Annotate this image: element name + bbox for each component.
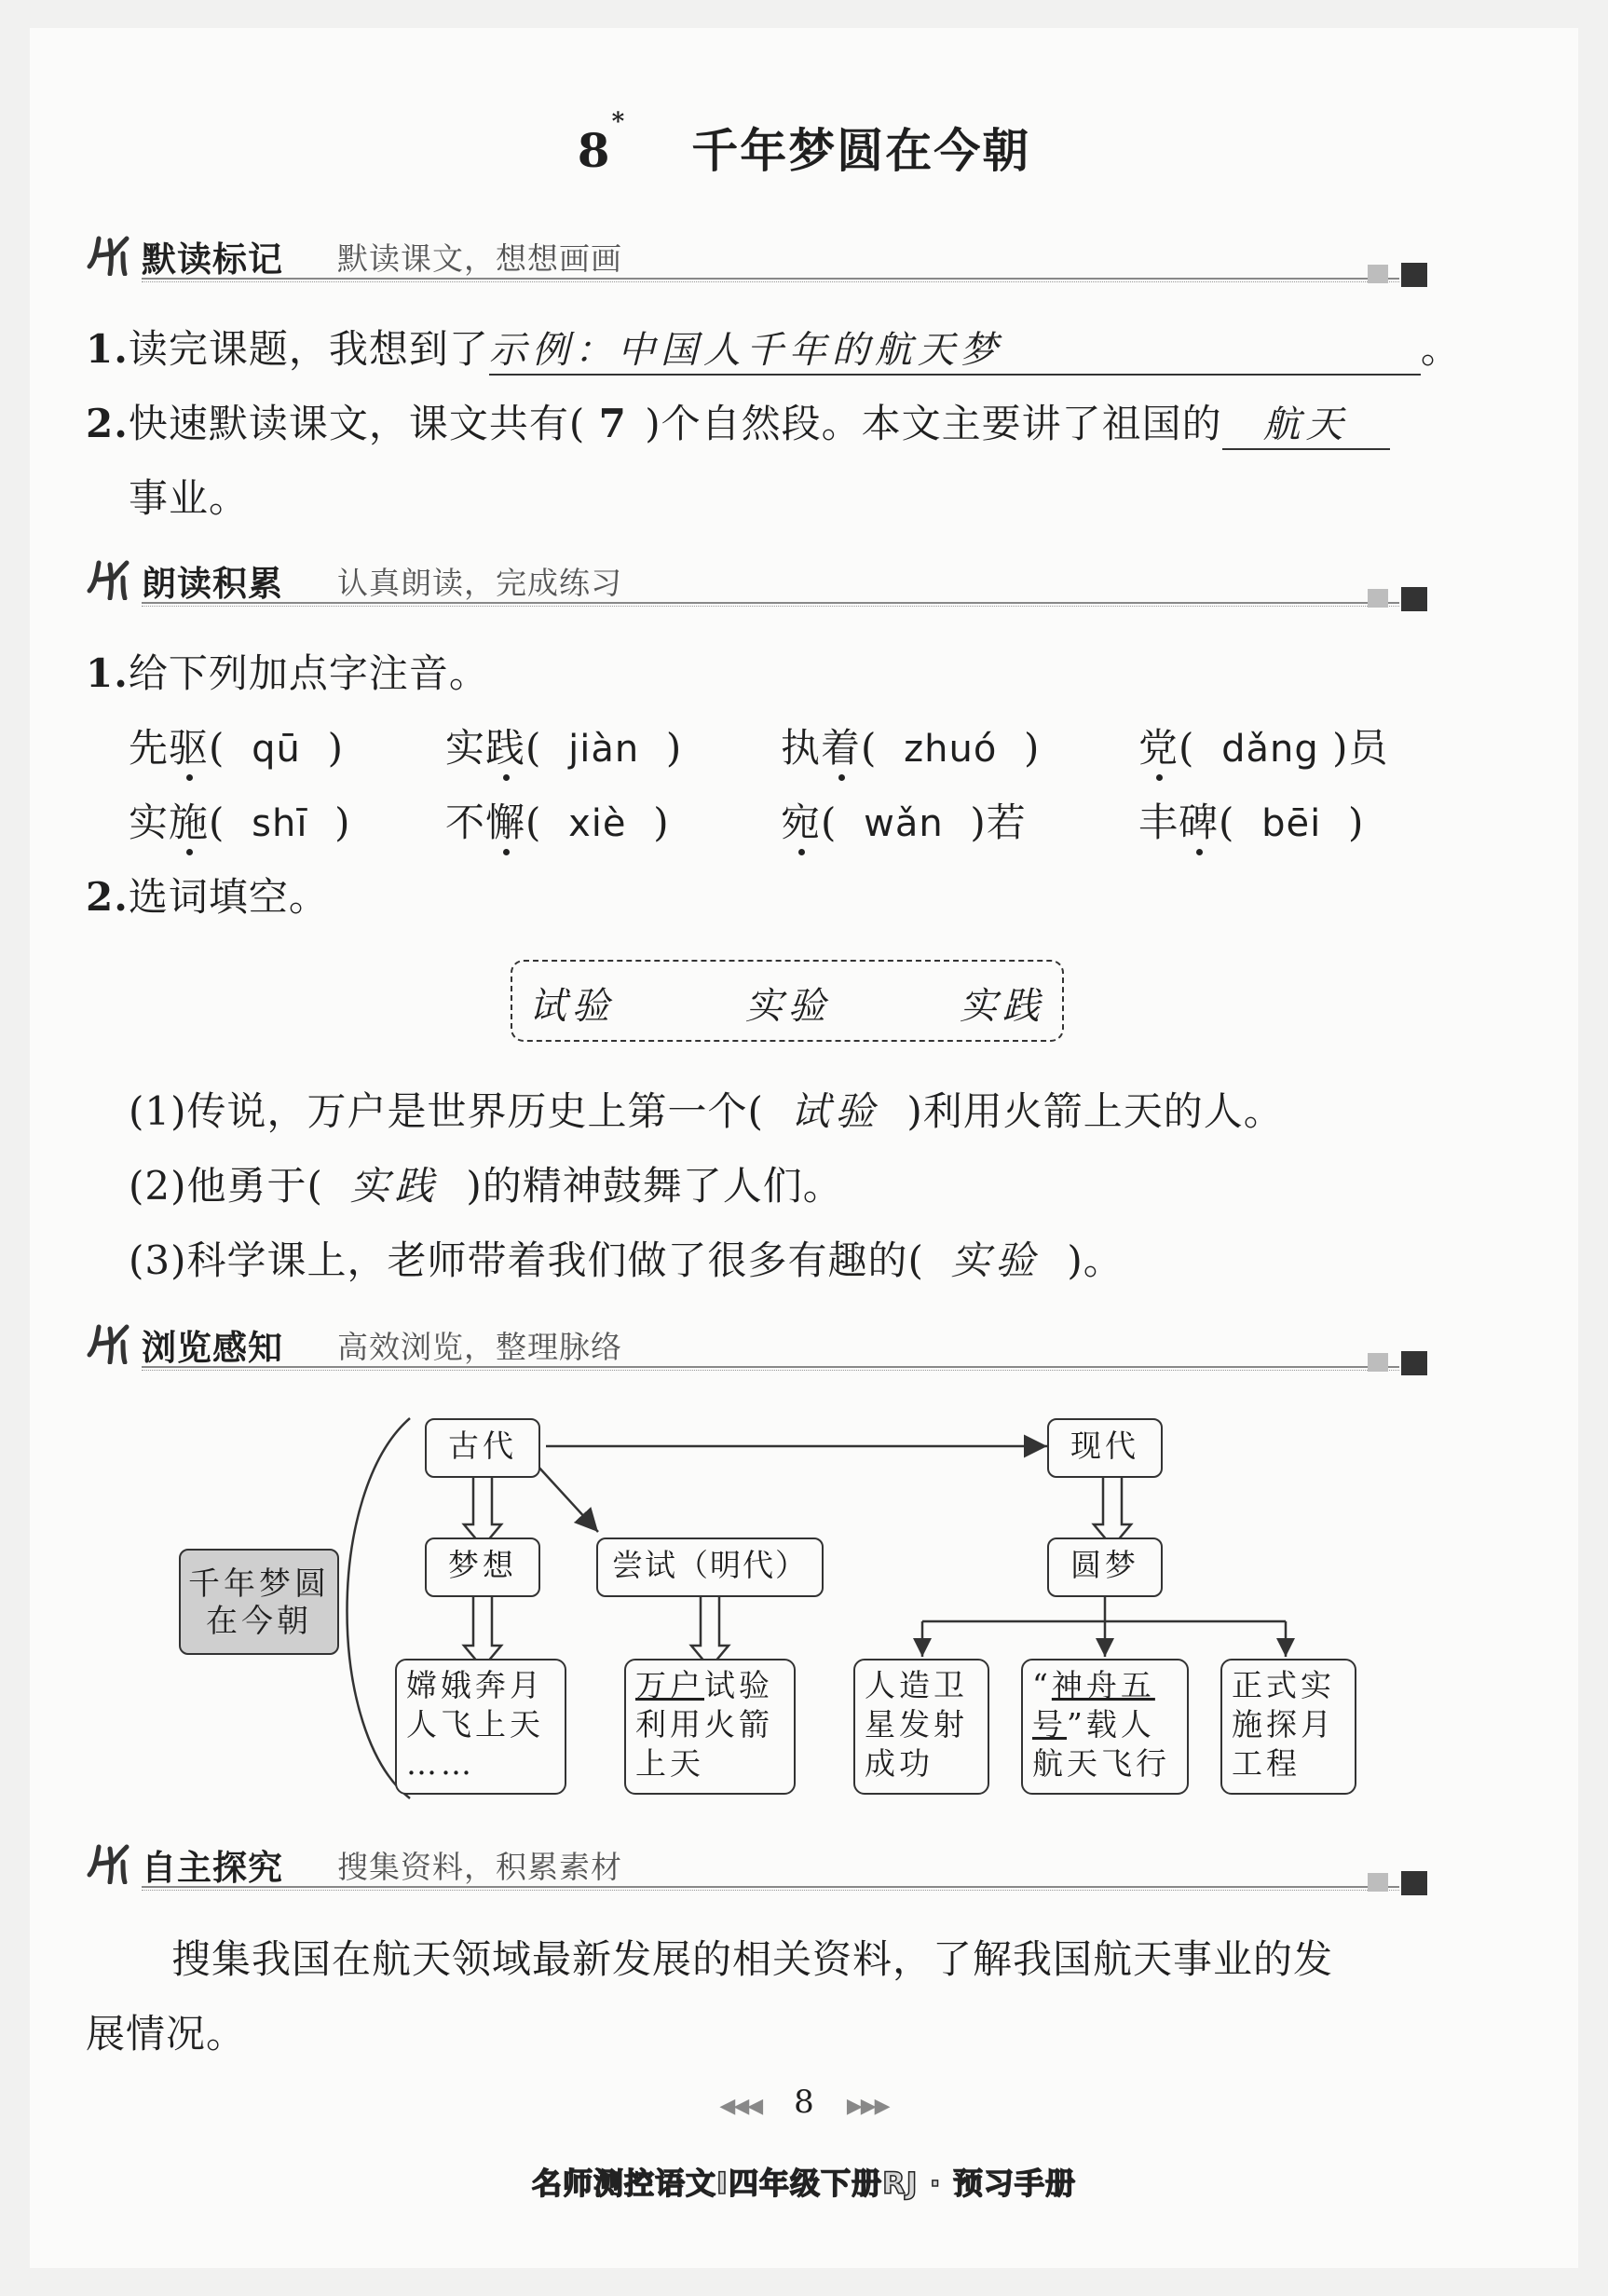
fill-blank-3: (3)科学课上，老师带着我们做了很多有趣的( 实验 )。 [129, 1237, 1124, 1283]
question-2-tail: 事业。 [129, 475, 250, 521]
question-1: 1.读完课题，我想到了示例：中国人千年的航天梦 。 [86, 319, 1461, 376]
section-subtitle: 默读课文，想想画画 [337, 240, 622, 277]
prev-arrows-icon: ◀◀◀ [719, 2095, 762, 2118]
pinyin-item: 丰碑( bēi ) [1138, 792, 1364, 848]
answer-line: 示例：中国人千年的航天梦 [489, 321, 1421, 376]
node-dream-come-true: 圆梦 [1047, 1538, 1163, 1597]
section-subtitle: 高效浏览，整理脉络 [337, 1329, 622, 1365]
next-arrows-icon: ▶▶▶ [846, 2095, 889, 2118]
section-rule [142, 1886, 1399, 1888]
section-subtitle: 搜集资料，积累素材 [337, 1849, 622, 1885]
book-title: 名师测控语文Ⅰ四年级下册RJ · 预习手册 [532, 2166, 1076, 2201]
section-logo-icon [86, 1841, 138, 1884]
word-option: 实践 [960, 985, 1045, 1028]
explore-text: 展情况。 [86, 2011, 247, 2057]
answer-line: 航天 [1222, 395, 1390, 450]
box-wanhu: 万户试验 利用火箭 上天 [624, 1659, 796, 1795]
pinyin-item: 不懈( xiè ) [445, 792, 670, 848]
fill-blank-1: (1)传说，万户是世界历史上第一个( 试验 )利用火箭上天的人。 [129, 1088, 1284, 1134]
pinyin-item: 先驱( qū ) [129, 718, 344, 773]
section-square-icon [1401, 1871, 1427, 1895]
box-chang-e: 嫦娥奔月 人飞上天 …… [395, 1659, 566, 1795]
pinyin-item: 实施( shī ) [129, 792, 351, 848]
box-shenzhou: “神舟五 号”载人 航天飞行 [1021, 1659, 1189, 1795]
node-attempt: 尝试（明代） [596, 1538, 824, 1597]
pinyin-item: 党( dǎng )员 [1138, 718, 1389, 773]
node-modern: 现代 [1047, 1418, 1163, 1478]
box-satellite: 人造卫 星发射 成功 [853, 1659, 989, 1795]
node-ancient: 古代 [425, 1418, 540, 1478]
section-subtitle: 认真朗读，完成练习 [337, 565, 622, 601]
section-title: 浏览感知 [142, 1328, 283, 1368]
fill-blank-2: (2)他勇于( 实践 )的精神鼓舞了人们。 [129, 1163, 843, 1209]
question-2: 2.快速默读课文，课文共有( 7 )个自然段。本文主要讲了祖国的 航天 [86, 393, 1390, 450]
section-title: 朗读积累 [142, 564, 283, 604]
read-question-2: 2.选词填空。 [86, 874, 329, 920]
diagram-root: 千年梦圆 在今朝 [179, 1549, 339, 1655]
page-number-row [0, 2084, 1608, 2121]
page-title: 8*千年梦圆在今朝 [577, 108, 1031, 178]
word-option: 实验 [745, 985, 831, 1028]
pinyin-item: 宛( wǎn )若 [781, 792, 1027, 848]
section-title: 默读标记 [142, 239, 283, 280]
pinyin-item: 实践( jiàn ) [445, 718, 682, 773]
section-square-icon [1368, 1873, 1388, 1892]
node-dream: 梦想 [425, 1538, 540, 1597]
pinyin-item: 执着( zhuó ) [781, 718, 1040, 773]
read-question-1: 1.给下列加点字注音。 [86, 650, 489, 696]
answer-count: 7 [598, 401, 632, 446]
word-option: 试验 [529, 985, 615, 1028]
box-moon: 正式实 施探月 工程 [1220, 1659, 1356, 1795]
explore-text: 搜集我国在航天领域最新发展的相关资料，了解我国航天事业的发 [171, 1936, 1334, 1982]
page-number: 8 [794, 2084, 814, 2121]
section-rule [142, 1890, 1399, 1891]
section-header-explore [86, 1839, 1455, 1886]
section-title: 自主探究 [142, 1848, 283, 1888]
